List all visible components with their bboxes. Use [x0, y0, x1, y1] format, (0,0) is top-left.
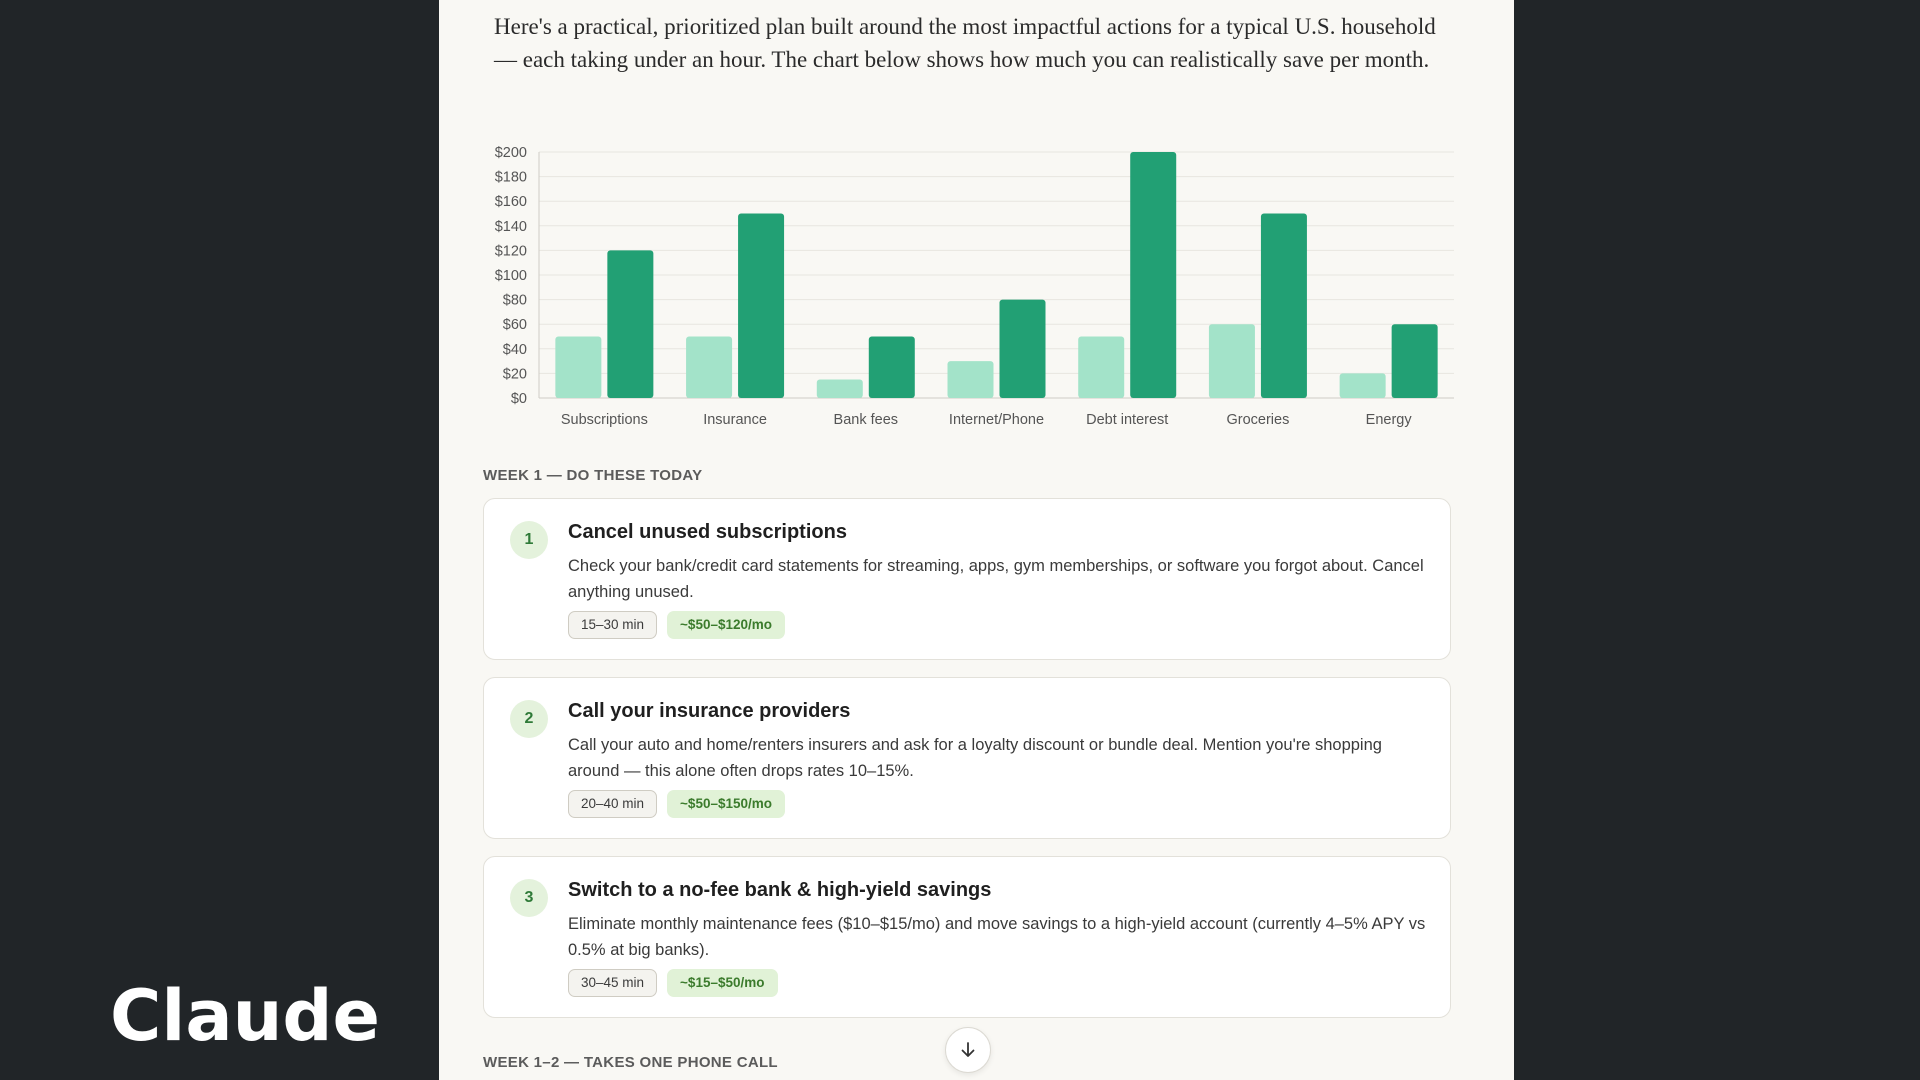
card-tags	[568, 969, 778, 997]
bar-low-subscriptions	[555, 337, 601, 399]
section-heading-week1: WEEK 1 — DO THESE TODAY	[483, 467, 703, 484]
bar-low-energy	[1340, 373, 1386, 398]
bar-low-debt-interest	[1078, 337, 1124, 399]
chat-message-panel	[439, 0, 1514, 1080]
y-tick-label: $180	[494, 169, 527, 186]
x-tick-label: Groceries	[1226, 412, 1290, 428]
y-tick-label: $140	[494, 218, 527, 235]
card-title: Call your insurance providers	[568, 700, 851, 722]
bar-high-groceries	[1261, 214, 1307, 399]
action-card-2	[483, 677, 1451, 839]
y-tick-label: $20	[502, 366, 527, 383]
x-tick-label: Internet/Phone	[948, 412, 1045, 428]
bar-low-internet-phone	[948, 361, 994, 398]
y-tick-label: $120	[494, 243, 527, 260]
step-number-badge: 3	[510, 879, 548, 917]
time-tag: 30–45 min	[568, 969, 657, 997]
y-tick-label: $80	[502, 292, 527, 309]
intro-paragraph: Here's a practical, prioritized plan built around the most impactful actions for a typical U.S. household — each taking under an hour. The chart below shows how much you can realistically save per month.	[494, 14, 1436, 72]
bar-high-bank-fees	[869, 337, 915, 399]
section-heading-week1-2: WEEK 1–2 — TAKES ONE PHONE CALL	[483, 1054, 778, 1071]
action-card-1	[483, 498, 1451, 660]
bar-low-insurance	[686, 337, 732, 399]
savings-tag: ~$50–$150/mo	[667, 790, 785, 818]
x-tick-label: Debt interest	[1086, 412, 1169, 428]
x-tick-label: Energy	[1365, 412, 1412, 428]
x-tick-label: Insurance	[703, 412, 767, 428]
bar-high-energy	[1392, 324, 1438, 398]
bar-low-groceries	[1209, 324, 1255, 398]
card-tags	[568, 790, 785, 818]
y-tick-label: $40	[502, 341, 527, 358]
card-description: Call your auto and home/renters insurers and ask for a loyalty discount or bundle deal. Mention you're shopping around — this alone often drops rates 10–15%.	[568, 736, 1382, 780]
y-tick-label: $60	[502, 317, 527, 334]
time-tag: 15–30 min	[568, 611, 657, 639]
card-description: Check your bank/credit card statements for streaming, apps, gym memberships, or software you forgot about. Cancel anything unused.	[568, 557, 1424, 601]
action-card-3	[483, 856, 1451, 1018]
chart-y-axis	[495, 145, 539, 407]
bar-low-bank-fees	[817, 380, 863, 398]
arrow-down-icon	[958, 1040, 978, 1060]
card-title: Cancel unused subscriptions	[568, 521, 847, 543]
savings-tag: ~$50–$120/mo	[667, 611, 785, 639]
card-description: Eliminate monthly maintenance fees ($10–$15/mo) and move savings to a high-yield account (currently 4–5% APY vs 0.5% at big banks).	[568, 915, 1426, 959]
y-tick-label: $0	[510, 391, 527, 407]
bar-high-subscriptions	[607, 250, 653, 398]
y-tick-label: $100	[494, 268, 527, 284]
scroll-to-bottom-button[interactable]	[945, 1027, 991, 1073]
chart-gridlines	[539, 152, 1454, 398]
savings-bar-chart	[439, 130, 1514, 435]
y-tick-label: $200	[494, 145, 527, 161]
step-number-badge: 2	[510, 700, 548, 738]
bar-high-insurance	[738, 214, 784, 399]
bar-high-internet-phone	[1000, 300, 1046, 398]
chart-x-axis	[561, 412, 1413, 428]
claude-watermark: Claude	[110, 975, 381, 1057]
bar-high-debt-interest	[1130, 152, 1176, 398]
card-title: Switch to a no-fee bank & high-yield savings	[568, 879, 992, 901]
step-number-badge: 1	[510, 521, 548, 559]
y-tick-label: $160	[494, 194, 527, 211]
x-tick-label: Bank fees	[833, 412, 899, 428]
time-tag: 20–40 min	[568, 790, 657, 818]
savings-tag: ~$15–$50/mo	[667, 969, 777, 997]
x-tick-label: Subscriptions	[560, 412, 648, 428]
card-tags	[568, 611, 785, 639]
